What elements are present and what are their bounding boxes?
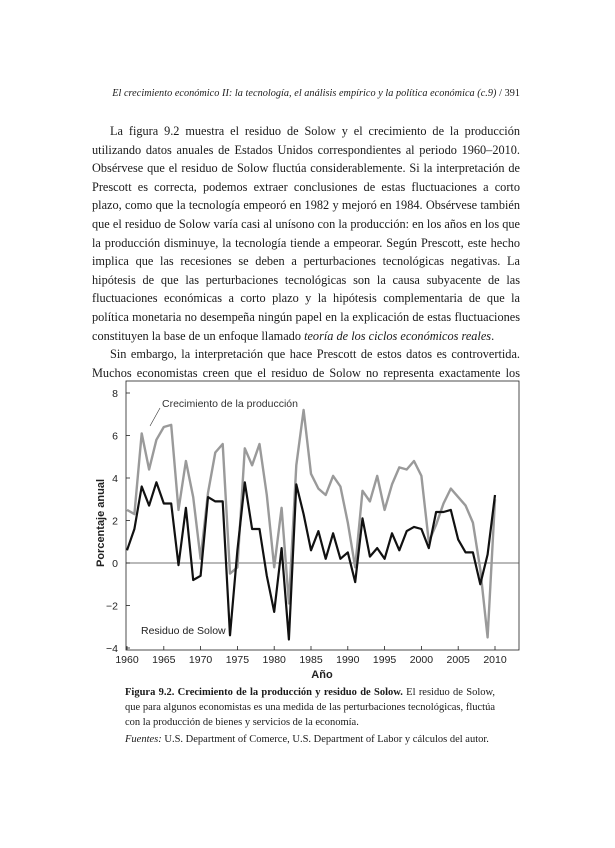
sources-text: U.S. Department of Comerce, U.S. Department of Labor y cálculos del autor. bbox=[161, 734, 489, 745]
y-tick-label: 0 bbox=[112, 558, 118, 570]
y-tick-label: 4 bbox=[112, 473, 118, 485]
x-tick-label: 1970 bbox=[188, 654, 213, 666]
body-paragraph-1-italic-term: teoría de los ciclos económicos reales bbox=[304, 328, 492, 343]
series-line-output-growth bbox=[127, 410, 495, 637]
annotation-output-growth: Crecimiento de la producción bbox=[162, 398, 298, 410]
figure-sources bbox=[125, 733, 495, 748]
series-line-solow-residual bbox=[127, 482, 495, 639]
body-paragraph-1-end: . bbox=[491, 328, 495, 343]
y-axis-label: Porcentaje anual bbox=[95, 478, 107, 568]
page-number: 391 bbox=[504, 88, 520, 99]
x-tick-label: 1965 bbox=[152, 654, 176, 666]
figure-caption bbox=[125, 686, 495, 730]
x-tick-label: 1960 bbox=[115, 654, 139, 666]
y-tick-label: 2 bbox=[112, 515, 118, 528]
x-tick-label: 1975 bbox=[225, 654, 250, 666]
x-tick-label: 1995 bbox=[372, 654, 397, 666]
y-tick-label: 8 bbox=[112, 388, 118, 400]
x-tick-label: 2000 bbox=[409, 654, 434, 666]
y-tick-label: 6 bbox=[112, 430, 118, 443]
x-tick-label: 1980 bbox=[262, 654, 286, 666]
sources-label: Fuentes: bbox=[125, 734, 162, 745]
x-tick-label: 2010 bbox=[483, 654, 507, 666]
annotation-output-growth-leader bbox=[150, 408, 160, 426]
running-header-title: El crecimiento económico II: la tecnología, el análisis empírico y la política económica (c.9) bbox=[112, 88, 497, 99]
series-lines bbox=[127, 410, 495, 640]
x-axis-ticks bbox=[115, 646, 507, 666]
running-header-separator: / bbox=[496, 88, 505, 99]
body-paragraph-1-text: La figura 9.2 muestra el residuo de Solow y el crecimiento de la producción utilizando datos anuales de Estados Unidos correspondientes al periodo 1960–2010. Obsérvese que el residuo de Solow fluctúa considerablemente. Si la interpretación de Prescott es correcta, podemos extraer conclusiones de estas fluctuaciones a corto plazo, como que la tecnología empeoró en 1982 y mejoró en 1984. Obsérvese también que el residuo de Solow varía casi al unísono con la producción: en los años en los que la producción disminuye, la tecnología tiende a empeorar. Según Prescott, este hecho implica que las recesiones se deben a perturbaciones tecnológicas negativas. La hipótesis de que las perturbaciones tecnológicas son la causa subyacente de las fluctuaciones económicas a corto plazo y la hipótesis complementaria de que la política monetaria no desempeña ningún papel en la explicación de estas fluctuaciones constituyen la base de un enfoque llamado bbox=[92, 124, 520, 343]
x-tick-label: 1985 bbox=[299, 654, 323, 666]
figure-caption-title: Figura 9.2. Crecimiento de la producción y residuo de Solow. bbox=[125, 687, 403, 698]
body-paragraph-2: Sin embargo, la interpretación que hace Prescott de estos datos es controvertida. Muchos economistas creen que el residuo de Solow no representa exactamente los bbox=[92, 347, 520, 380]
y-tick-label: −2 bbox=[106, 600, 118, 613]
x-tick-label: 1990 bbox=[336, 654, 360, 666]
x-tick-label: 2005 bbox=[446, 654, 470, 666]
y-tick-label: −4 bbox=[106, 643, 118, 655]
x-axis-label: Año bbox=[311, 669, 333, 681]
figure-caption-text: El residuo de Solow, que para algunos economistas es una medida de las perturbaciones tecnológicas, fluctúa con la producción de bienes y servicios de la economía. bbox=[125, 687, 496, 728]
annotation-solow-residual: Residuo de Solow bbox=[141, 625, 226, 637]
y-axis-ticks bbox=[106, 388, 130, 655]
